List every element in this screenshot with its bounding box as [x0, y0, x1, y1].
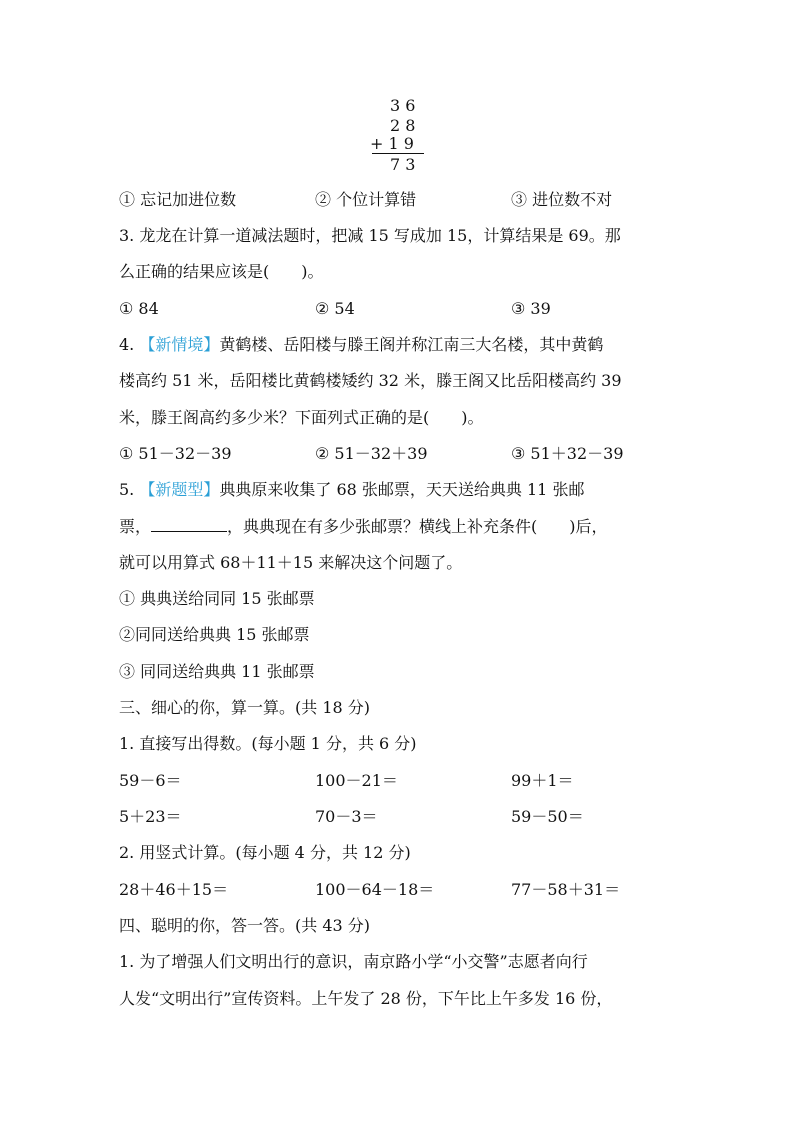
q5-option-3: ③ 同同送给典典 11 张邮票 [119, 662, 315, 681]
section-3-sub-1: 1. 直接写出得数。(每小题 1 分，共 6 分) [119, 734, 417, 753]
q5-line-2-start: 票， [119, 517, 152, 536]
q5-line-1 [119, 480, 584, 500]
q4-number: 4. [119, 335, 140, 354]
q4-option-1: ① 51－32－39 [119, 444, 232, 463]
q2-option-3: ③ 进位数不对 [511, 190, 613, 209]
section-3-sub-2: 2. 用竖式计算。(每小题 4 分，共 12 分) [119, 843, 411, 862]
q5-option-2: ②同同送给典典 15 张邮票 [119, 625, 310, 644]
calc-3: 99＋1＝ [511, 771, 574, 790]
vertical-calc-1: 28＋46＋15＝ [119, 880, 229, 899]
q5-line-1-text: 典典原来收集了 68 张邮票，天天送给典典 11 张邮 [219, 480, 585, 499]
vertical-row-3: + 1 9 [370, 134, 414, 153]
calc-6: 59－50＝ [511, 807, 584, 826]
q4-line-1-text: 黄鹤楼、岳阳楼与滕王阁并称江南三大名楼，其中黄鹤 [219, 335, 604, 354]
section-4-title: 四、聪明的你，答一答。(共 43 分) [119, 916, 371, 935]
calc-5: 70－3＝ [315, 807, 378, 826]
q5-answer-blank[interactable] [151, 517, 227, 532]
q4-line-2: 楼高约 51 米，岳阳楼比黄鹤楼矮约 32 米，滕王阁又比岳阳楼高约 39 [119, 371, 622, 390]
calc-1: 59－6＝ [119, 771, 182, 790]
calc-2: 100－21＝ [315, 771, 398, 790]
q5-line-2-end: ，典典现在有多少张邮票？横线上补充条件( )后， [227, 517, 608, 536]
vertical-row-4: 7 3 [390, 155, 416, 174]
q3-option-1: ① 84 [119, 299, 159, 318]
q2-option-2: ② 个位计算错 [315, 190, 417, 209]
section-4-q1-line-2: 人发“文明出行”宣传资料。上午发了 28 份，下午比上午多发 16 份， [119, 989, 613, 1008]
vertical-calc-3: 77－58＋31＝ [511, 880, 621, 899]
calc-4: 5＋23＝ [119, 807, 182, 826]
q5-option-1: ① 典典送给同同 15 张邮票 [119, 589, 315, 608]
q3-line-2: 么正确的结果应该是( )。 [119, 262, 324, 281]
q5-line-3: 就可以用算式 68＋11＋15 来解决这个问题了。 [119, 553, 463, 572]
q3-option-2: ② 54 [315, 299, 355, 318]
q5-tag: 【新题型】 [139, 480, 220, 499]
q4-option-3: ③ 51＋32－39 [511, 444, 624, 463]
vertical-row-2: 2 8 [390, 116, 416, 135]
q2-option-1: ① 忘记加进位数 [119, 190, 237, 209]
section-4-q1-line-1: 1. 为了增强人们文明出行的意识，南京路小学“小交警”志愿者向行 [119, 952, 588, 971]
q5-number: 5. [119, 480, 140, 499]
q4-option-2: ② 51－32＋39 [315, 444, 428, 463]
q3-line-1: 3. 龙龙在计算一道减法题时，把减 15 写成加 15，计算结果是 69。那 [119, 226, 621, 245]
q4-line-1 [119, 335, 603, 355]
q5-line-2 [119, 517, 608, 537]
section-3-title: 三、细心的你，算一算。(共 18 分) [119, 698, 371, 717]
vertical-row-1: 3 6 [390, 96, 416, 115]
q4-line-3: 米，滕王阁高约多少米？下面列式正确的是( )。 [119, 408, 484, 427]
vertical-calc-2: 100－64－18＝ [315, 880, 435, 899]
q3-option-3: ③ 39 [511, 299, 551, 318]
q4-tag: 【新情境】 [139, 335, 220, 354]
vertical-sum-line [372, 153, 424, 154]
